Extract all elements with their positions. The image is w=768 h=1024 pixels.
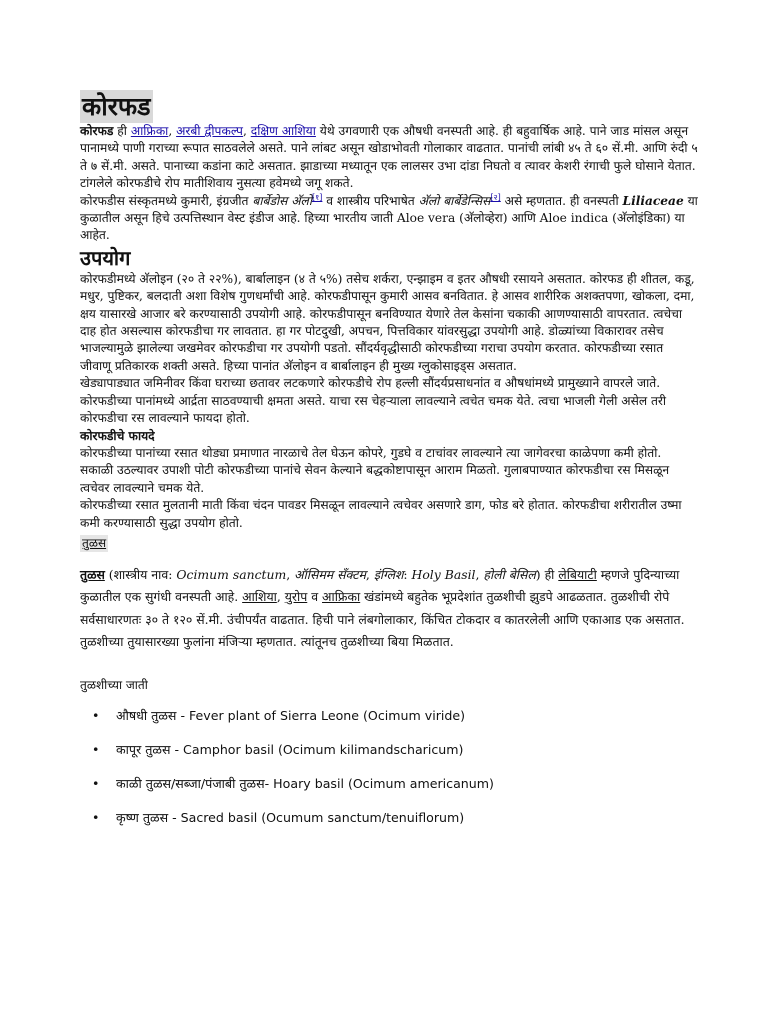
link-asia[interactable]: आशिया [242, 589, 277, 605]
link-arabian-peninsula[interactable]: अरबी द्वीपकल्प [176, 124, 243, 138]
list-item [92, 809, 698, 826]
types-heading: तुळशीच्या जाती [80, 677, 148, 692]
tulas-text: म्हणजे पुदिन्याच्या कुळातील एक सुगंधी वनस्पती आहे. [80, 566, 680, 605]
benefits-paragraph-1: कोरफडीच्या पानांच्या रसात थोड्या प्रमाणात नारळाचे तेल घेऊन कोपरे, गुडघे व टाचांवर लावल्याने त्या जागेवरचा काळेपणा कमी होतो. [80, 445, 662, 460]
link-labiatae[interactable]: लेबियाटी [558, 566, 597, 582]
english-name-devanagari: होली बेसिल [483, 566, 536, 582]
names-italic: बार्बेडोस अ‍ॅलो [252, 193, 312, 208]
names-text: कोरफडीस संस्कृतमध्ये कुमारी, इंग्रजीत [80, 193, 253, 208]
names-text: असे म्हणतात. ही वनस्पती [500, 193, 623, 208]
intro-names-paragraph [80, 193, 698, 245]
citation-2[interactable]: [२] [490, 192, 501, 202]
english-name: Holy Basil [411, 566, 476, 582]
tulas-tag-label: तुळस [82, 535, 107, 550]
names-text: व शास्त्रीय परिभाषेत [322, 193, 419, 208]
names-text: या कुळातील असून हिचे उत्पत्तिस्थान वेस्ट इंडीज आहे. हिच्या भारतीय जाती Aloe vera (अ‍ॅलोव्हेरा) आणि Aloe indica (अ‍ॅलोइंडिका) या आहेत. [80, 193, 698, 243]
benefits-paragraph-2: सकाळी उठल्यावर उपाशी पोटी कोरफडीच्या पानांचे सेवन केल्याने बद्धकोष्टापासून आराम मिळतो. गुलाबपाण्यात कोरफडीचा रस मिसळून त्वचेवर लावल्याने चमक येते. [80, 463, 670, 495]
scientific-name: Ocimum sanctum [176, 566, 287, 582]
bullet-icon: • [92, 741, 100, 757]
uses-heading: उपयोग [80, 245, 131, 270]
list-item-text: काळी तुळस/सब्जा/पंजाबी तुळस- Hoary basil (Ocimum americanum) [116, 775, 494, 791]
scientific-name-devanagari: ऑसिमम सँक्टम [294, 566, 366, 582]
list-item-text: कापूर तुळस - Camphor basil (Ocimum kilimandscharicum) [116, 741, 464, 757]
tulas-text: (शास्त्रीय नाव: [104, 566, 177, 582]
link-africa-2[interactable]: आफ्रिका [322, 589, 361, 605]
list-item-text: औषधी तुळस - Fever plant of Sierra Leone (Ocimum viride) [116, 707, 466, 723]
list-item [92, 775, 698, 792]
tulas-text: खंडांमध्ये बहुतेक भूप्रदेशांत तुळशीची झुडपे आढळतात. तुळशीची रोपे सर्वसाधारणतः ३० ते १२० सें.मी. उंचीपर्यंत वाढतात. हिची पाने लंबगोलाकार, किंचित टोकदार व कातरलेली आणि एकाआड एक असतात. तुळशीच्या तुयासारख्या फुलांना मंजिऱ्या म्हणतात. त्यांतूनच तुळशीच्या बिया मिळतात. [80, 589, 685, 650]
intro-text: , [242, 124, 251, 138]
family-name: Liliaceae [622, 193, 684, 208]
intro-text: ही [113, 124, 131, 138]
page-title: कोरफड [82, 92, 151, 121]
uses-paragraph: कोरफडीमध्ये अ‍ॅलोइन (२० ते २२%), बार्बालाइन (४ ते ५%) तसेच शर्करा, एन्झाइम व इतर औषधी रसायने असतात. कोरफड ही शीतल, कडू, मधुर, पुष्टिकर, बलदाती अशा विशेष गुणधर्मांची आहे. कोरफडीपासून कुमारी आसव बनवितात. हे आसव शारीरिक अशक्तपणा, खोकला, दमा, क्षय यासारखे आजार बरे करण्यासाठी उपयोगी आहे. कोरफडीपासून बनविण्यात येणारे तेल केसांना चकाकी आणण्यासाठी वापरतात. त्वचेचा दाह होत असल्यास कोरफडीचा गर लावतात. हा गर पोटदुखी, अपचन, पित्तविकार यांवरसुद्धा उपयोगी आहे. डोळ्यांच्या विकारावर तसेच भाजल्यामुळे झालेल्या जखमेवर कोरफडीचा गर उपयोगी पडतो. सौंदर्यवृद्धीसाठी कोरफडीच्या गराचा उपयोग करतात. कोरफडीच्या रसात जीवाणू प्रतिकारक शक्ती असते. हिच्या पानांत अ‍ॅलोइन व बार्बालाइन ही मुख्य ग्लुकोसाइड्स असतात. [80, 271, 695, 373]
tulas-text: ) ही [535, 566, 559, 582]
link-africa[interactable]: आफ्रिका [130, 124, 169, 138]
link-europe[interactable]: युरोप [284, 589, 308, 605]
tulas-paragraph [80, 564, 698, 654]
english-label: इंग्लिश [373, 566, 404, 582]
tulas-term: तुळस [80, 566, 105, 582]
tulas-text: , [276, 589, 285, 605]
intro-line-2: टांगलेले कोरफडीचे रोप मातीशिवाय नुसत्या हवेमध्ये जगू शकते. [80, 176, 354, 191]
list-item [92, 741, 698, 758]
bullet-icon: • [92, 775, 100, 791]
tulas-text: , [365, 566, 374, 582]
benefits-heading: कोरफडीचे फायदे [80, 428, 155, 443]
citation-1[interactable]: [१] [311, 192, 323, 202]
bullet-icon: • [92, 707, 100, 723]
benefits-paragraph-3: कोरफडीच्या रसात मुलतानी माती किंवा चंदन पावडर मिसळून लावल्याने त्वचेवर असणारे डाग, फोड बरे होतात. कोरफडीचा शरीरातील उष्मा कमी करण्यासाठी सुद्धा उपयोग होतो. [80, 498, 682, 530]
bullet-icon: • [92, 809, 100, 825]
tulas-text: , [475, 566, 484, 582]
tulas-text: : [403, 566, 412, 582]
intro-bold-term: कोरफड [80, 124, 114, 138]
names-italic: अ‍ॅलो बार्बेडेन्सिस [418, 193, 491, 208]
list-item [92, 707, 698, 724]
list-item-text: कृष्ण तुळस - Sacred basil (Ocumum sanctum/tenuiflorum) [116, 809, 465, 825]
tulas-text: व [307, 589, 323, 605]
intro-text: येथे उगवणारी एक औषधी वनस्पती आहे. ही बहुवार्षिक आहे. पाने जाड मांसल असून पानामध्ये पाणी गराच्या रूपात साठवलेले असते. पाने लांबट असून खोडाभोवती गोलाकार वाढतात. पानांची लांबी ४५ ते ६० सें.मी. आणि रुंदी ५ ते ७ सें.मी. असते. पानाच्या कडांना काटे असतात. झाडाच्या मध्यातून एक लालसर उभा दांडा निघतो व त्यावर केशरी रंगाची फुले घोसाने येतात. [80, 124, 698, 173]
types-list [80, 707, 698, 826]
tulas-tag[interactable] [80, 535, 108, 552]
link-south-asia[interactable]: दक्षिण आशिया [250, 124, 316, 138]
tulas-text: , [286, 566, 295, 582]
intro-paragraph [80, 123, 698, 175]
intro-text: , [168, 124, 177, 138]
uses-paragraph-2: खेड्यापाड्यात जमिनीवर किंवा घराच्या छतावर लटकणारे कोरफडीचे रोप हल्ली सौंदर्यप्रसाधनांत व औषधांमध्ये प्रामुख्याने वापरले जाते. कोरफडीच्या पानांमध्ये आर्द्रता साठवण्याची क्षमता असते. याचा रस चेहऱ्याला लावल्याने त्वचेत चमक येते. त्वचा भाजली गेली असेल तरी कोरफडीचा रस लावल्याने फायदा होतो. [80, 376, 667, 426]
